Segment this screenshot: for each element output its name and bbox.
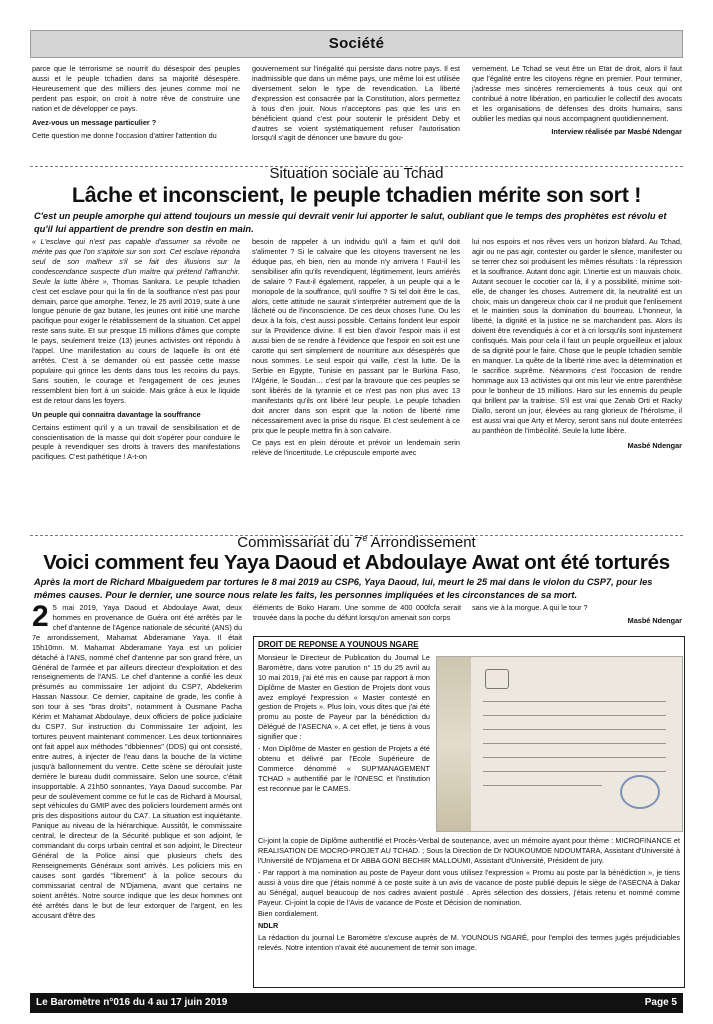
byline: Masbé Ndengar (627, 615, 682, 625)
right-of-reply-box (253, 636, 685, 988)
article1-col-3 (472, 237, 682, 534)
ndlr-label: NDLR (258, 921, 279, 931)
paragraph: lui nos espoirs et nos rêves vers un horizon blafard. Au Tchad, agir ou ne pas agir, contester ou garder le silence, manifester ou se terrer chez soi produisent les mêmes résultats : la répression et la souffrance. Autant donc agir. L'inertie est un mauvais choix. Autant secouer le cocotier car là, il y a possibilité, minime soit-elle, de changer les choses. Autrement dit, la neutralité est un choix, mais un dangereux choix car il ne produit que l'enlisement et le maintien sous la domination du bourreau. L'honneur, la liberté, la dignité et la justice ne se marchandent pas. Alors ils doivent être revendiqués à cor et à cri lorsqu'ils sont injustement confisqués. Mais pour cela il faut un peuple orgueilleux et jaloux de sa dignité pour le faire. Chose que le peuple tchadien semble en manquer. La quête de la liberté rime avec la détermination et le sacrifice suprême. Néanmoins c'est l'occasion de rendre hommage aux 13 activistes qui ont mis leur vie entre parenthèse pour le bonheur de 15 millions. Haro sur les ennemis du peuple qui brillent par la traitrise. S'il est vrai que Zenab Orti et Racky Diallo, seront un jour, élevées au rang glorieux de l'héroïsme, il est aussi vrai que Arty et Mercy, seront sans nul doute enterrées au panthéon de l'imbécilité. Seule la lutte libère. (472, 237, 682, 435)
kicker-text: Arrondissement (367, 534, 476, 551)
paragraph: sans vie à la morgue. A qui le tour ? (472, 603, 588, 612)
paragraph: Cette question me donne l'occasion d'attirer l'attention du (32, 130, 217, 140)
paragraph (32, 603, 242, 921)
paragraph: Bien cordialement. (258, 909, 319, 919)
interview-col-2 (252, 64, 460, 164)
reply-title: DROIT DE REPONSE A YOUNOUS NGARE (258, 640, 419, 649)
paragraph: - Mon Diplôme de Master en gestion de Projets a été obtenu et délivré par l'Ecole Supérieure de Commerce dénommé « SUP'MANAGEMENT TCHAD » authentifié par le l'ONESC et l'institution est reconnue par le CAMES. (258, 744, 430, 793)
article1-col-1 (32, 237, 240, 534)
paragraph-text: 5 mai 2019, Yaya Daoud et Abdoulaye Awat, deux hommes en provenance de Guéra ont été arrêtés par le chef d'antenne de l'Agence nationale de sécurité (ANS) du 7e arrondissement, Mahamat Abderamane Yaya. Il était 15h10mn. M. Mahamat Abderamane Yaya est un policier détaché à l'ANS, nommé chef d'antenne par son grand frère, un Général de l'armée et par ailleurs directeur d'exploitation et des renseignements de l'ANS. Le chef d'antenne a confié les deux présumés au commissaire 1er adjoint du CSP7, Abdekerim Hassan Nassour. Ce dernier, capitaine de grade, les confie à son tour à ses "bras droits", notamment à Ousmane Pacha Kérim et Mahamat Abdoulaye, deux officiers de police judiciaire du CSP7. Sur instruction du Commissaire 1er adjoint, les tortures peuvent maintenant commencer. Les deux tortionnaires ont fait appel aux méthodes "dbbiennes" (DDS) qui ont consisté, entre autres, à injecter de l'eau dans la bouche de la victime jusqu'à ballonnement du ventre. Cette scène se déroulait juste derrière le bureau dudit commissaire. Selon une source, c'était insupportable. A 21h50 sonnantes, Yaya Daoud succombe. Par peur de soulèvement comme ce fut le cas de Richard à Moursal, sept véhicules du GMIP avec des policiers lourdement armés ont pris des dispositions autour du CA7. La situation est inquiétante. Panique au niveau de la hiérarchique. Aussitôt, le commissaire central, le directeur de la Sécurité publique et son adjoint, le commandant du corps urbain central et son adjoint, le Directeur Général de la Police ainsi que plusieurs chefs des Renseignements Généraux sont arrivés. Les policiers mis en causes sont gardés "librement" à la police secours du commissariat central de N'Djamena, avant que certains ne soient arrêtés. Notre source indique que les deux hommes ont été arrêtés dans le but de leur extorquer de l'argent, en les accusant d'être des (32, 603, 242, 920)
article1-headline: Lâche et inconscient, le peuple tchadien mérite son sort ! (71, 183, 642, 207)
section-title: Société (328, 34, 385, 52)
article1-subhead: Un peuple qui connaitra davantage la souffrance (32, 409, 201, 419)
quote-continuation: , Thomas Sankara. Le peuple tchadien c'est cet esclave pour qui la fin de la souffrance n'est pas pour demain, parce que amorphe. Tenez, le 25 avril 2019, suite à une longue pénurie de gaz butane, les jeunes ont initié une marche pacifique pour exiger le rétablissement de la situation. Cet appel reste sans suite. Et sur presque 15 millions d'âmes que compte le pays, seulement treize (13) jeunes activistes ont répondu à l'appel. Une manifestation au cours de laquelle ils ont été arrêtés. C'est à se demander où est passée cette masse populaire qui grince les dents dans tous les recoins du pays. Sans soutien, le courage et l'engagement de ces jeunes ressemblent bien fort à un suicide. Mais grâce à eux le liquide est de retour dans les foyers. (32, 276, 240, 405)
paragraph: besoin de rappeler à un individu qu'il a faim et qu'il doit s'alimenter ? Si le calvaire que les citoyens traversent ne les éduque pas, eh bien, rien au monde n'y arrivera ! Faut-il les sensibiliser afin qu'ils revendiquent, légitimement, leurs arriérés de salaire ? Faut-il également, rappeler, à un peuple qui a le monopole de la souffrance, qu'il souffre ? Si tel doit être le cas, alors, cette attitude ne saurait s'interpréter autrement que de la lâcheté ou de l'inconscience. De ces deux choses l'une. Ou les deux à la fois, c'est aussi possible. Certains fondent leur espoir sur la Providence divine. Il est bien d'avoir l'espoir mais il est aussi bien de se rendre à l'évidence que l'espoir en soit est une carotte qui sert simplement de nourriture aux désespérés que nous sommes. Le seul espoir qui vaille, c'est la lutte. De la Serbie en Egypte, Tunisie en passant par le Burkina Faso, l'Algérie, le Soudan… c'est par la bravoure que ces peuples se sont libérés de la tyrannie et ce n'est pas non plus avec 13 manifestants qu'ils ont libéré leur peuple. Le peuple tchadien doit ancrer dans son esprit que la notion de liberté rime nécessairement avec la prise du risque. Et c'est seulement à ce prix que le peuple mettra fin à son calvaire. (252, 237, 460, 435)
paragraph: éléments de Boko Haram. Une somme de 400 000fcfa serait trouvée dans la poche du défunt lorsqu'on amenait son corps (253, 603, 461, 622)
diploma-border (437, 657, 471, 831)
article1-standfirst: C'est un peuple amorphe qui attend toujours un messie qui devrait venir lui apporter le salut, oubliant que le temps des prophètes est révolu et qu'il lui appartient de prendre son destin en main. (34, 211, 667, 234)
paragraph: Ci-joint la copie de Diplôme authentifié et Procès-Verbal de soutenance, avec un mémoire ayant pour thème : MICROFINANCE et REALISATION DE MOCRO-PROJET AU TCHAD. ; Sous la Direction de Dr NOUKOUMDE NDOUMTARA, Assistant d'Université à l'Université de N'Djamena et Dr ABBA GONI BECHIR MALLOUMI, Assistant d'Université, Président de jury. (258, 836, 680, 865)
diploma-line (483, 771, 666, 772)
interview-question: Avez-vous un message particulier ? (32, 117, 157, 127)
byline: Masbé Ndengar (627, 441, 682, 451)
diploma-line (483, 715, 666, 716)
diploma-line (483, 785, 602, 786)
article2-standfirst: Après la mort de Richard Mbaiguedem par tortures le 8 mai 2019 au CSP6, Yaya Daoud, lui, meurt le 25 mai dans le violon du CSP7, pour les mêmes causes. Pour le dernier, une source nous relate les faits, les personnes impliquées et les circonstances de sa mort. (34, 577, 653, 600)
article2-col-3 (472, 603, 682, 633)
article2-col-2 (253, 603, 461, 633)
diploma-line (483, 757, 666, 758)
diploma-line (483, 701, 666, 702)
diploma-line (483, 743, 666, 744)
diploma-logo-icon (485, 669, 509, 689)
diploma-line (483, 729, 666, 730)
article2-col-1 (32, 603, 242, 989)
drop-cap: 2 (32, 603, 49, 633)
kicker-text: Commissariat du 7 (237, 534, 363, 551)
page-footer (30, 993, 683, 1013)
interview-col-1 (32, 64, 240, 164)
kicker-superscript: e (362, 533, 368, 543)
page-number: Page 5 (644, 997, 677, 1009)
sankara-quote: « L'esclave qui n'est pas capable d'assumer sa révolte ne mérite pas que l'on s'apitoie sur son sort. Cet esclave répondra seul de son malheur s'il se fait des illusions sur la condescendance suspecte d'un maître qui prétend l'affranchir. Seule la lutte libère » (32, 237, 240, 286)
diploma-stamp-icon (620, 775, 660, 809)
paragraph: Ce pays est en plein déroute et prévoir un lendemain serin relève de l'incertitude. Le crépuscule emporte avec (252, 438, 460, 458)
issue-info: Le Baromètre n°016 du 4 au 17 juin 2019 (36, 997, 228, 1009)
paragraph (32, 237, 240, 406)
paragraph: parce que le terrorisme se nourrit du désespoir des peuples aussi et le peuple tchadien dans sa majorité désespère. Heureusement que des milliers des jeunes comme moi ne perdent pas espoir, on croit à notre rêve de construire une nation et de développer ce pays. (32, 64, 240, 113)
paragraph: Monsieur le Directeur de Publication du Journal Le Baromètre, dans votre parution n° 15 du 25 avril au 10 mai 2019, j'ai été mis en cause par rapport à mon Diplôme de Master en Gestion de Projets dont vous avez employé l'expression « Master contesté en gestion de Projets ». Plus loin, vous dites que j'ai été promu au poste de Payeur par la bénédiction du Délégué de l'ASECNA ». A cet effet, je tiens à vous signifier que : (258, 652, 430, 742)
paragraph: Certains estiment qu'il y a un travail de sensibilisation et de conscientisation de la masse qui doit s'opérer pour conduire le peuple à revendiquer ses droits à travers des manifestations pacifiques. C'est pathétique ! A-t-on (32, 422, 240, 462)
byline: Interview réalisée par Masbé Ndengar (551, 126, 682, 136)
paragraph: vernement. Le Tchad se veut être un Etat de droit, alors il faut que l'égalité entre les citoyens règne en premier. Pour terminer, j'adresse mes sincères remerciements à tous ceux qui ont contribué à notre libération, en particulier le collectif des avocats et les organisations de défenses des droits humains, sans oublier les medias qui nous accompagnent quotidiennement. (472, 64, 682, 123)
paragraph: gouvernement sur l'inégalité qui persiste dans notre pays. Il est inadmissible que dans un même pays, une même loi est utilisée diversement selon le type de revendication. La liberté d'expression est consacrée par la Constitution, alors permettez à tous d'en jouir. Nous n'acceptons pas que les uns en bénéficient quand c'est pour soutenir le président Deby et d'autres se voient systématiquement refuser l'autorisation lorsqu'il s'agit de dénoncer une bavure du gou- (252, 64, 460, 143)
article1-col-2 (252, 237, 460, 534)
section-banner (30, 30, 683, 58)
article1-kicker: Situation sociale au Tchad (269, 165, 444, 182)
diploma-scan (436, 656, 683, 832)
paragraph: - Par rapport à ma nomination au poste de Payeur dont vous utilisez l'expression « Promu au poste par la bénédiction », je tiens aussi à vous dire que j'étais nommé à ce poste suite à un avis de vacance de poste publié depuis le siège de l'ASECNA à Dakar au Sénégal, auquel beaucoup de nos cadres avaient postulé . Après sélection des dossiers, j'étais retenu et nommé comme Payeur. Ci-joint la copie de l'Avis de vacance de Poste et Décision de nomination. (258, 867, 680, 907)
article2-headline: Voici comment feu Yaya Daoud et Abdoulaye Awat ont été torturés (43, 551, 670, 574)
interview-col-3 (472, 64, 682, 164)
paragraph: La rédaction du journal Le Baromètre s'excuse auprès de M. YOUNOUS NGARÉ, pour l'emploi des termes jugés préjudiciables relevés. Notre intention n'avait été aucunement de ternir son image. (258, 933, 680, 953)
